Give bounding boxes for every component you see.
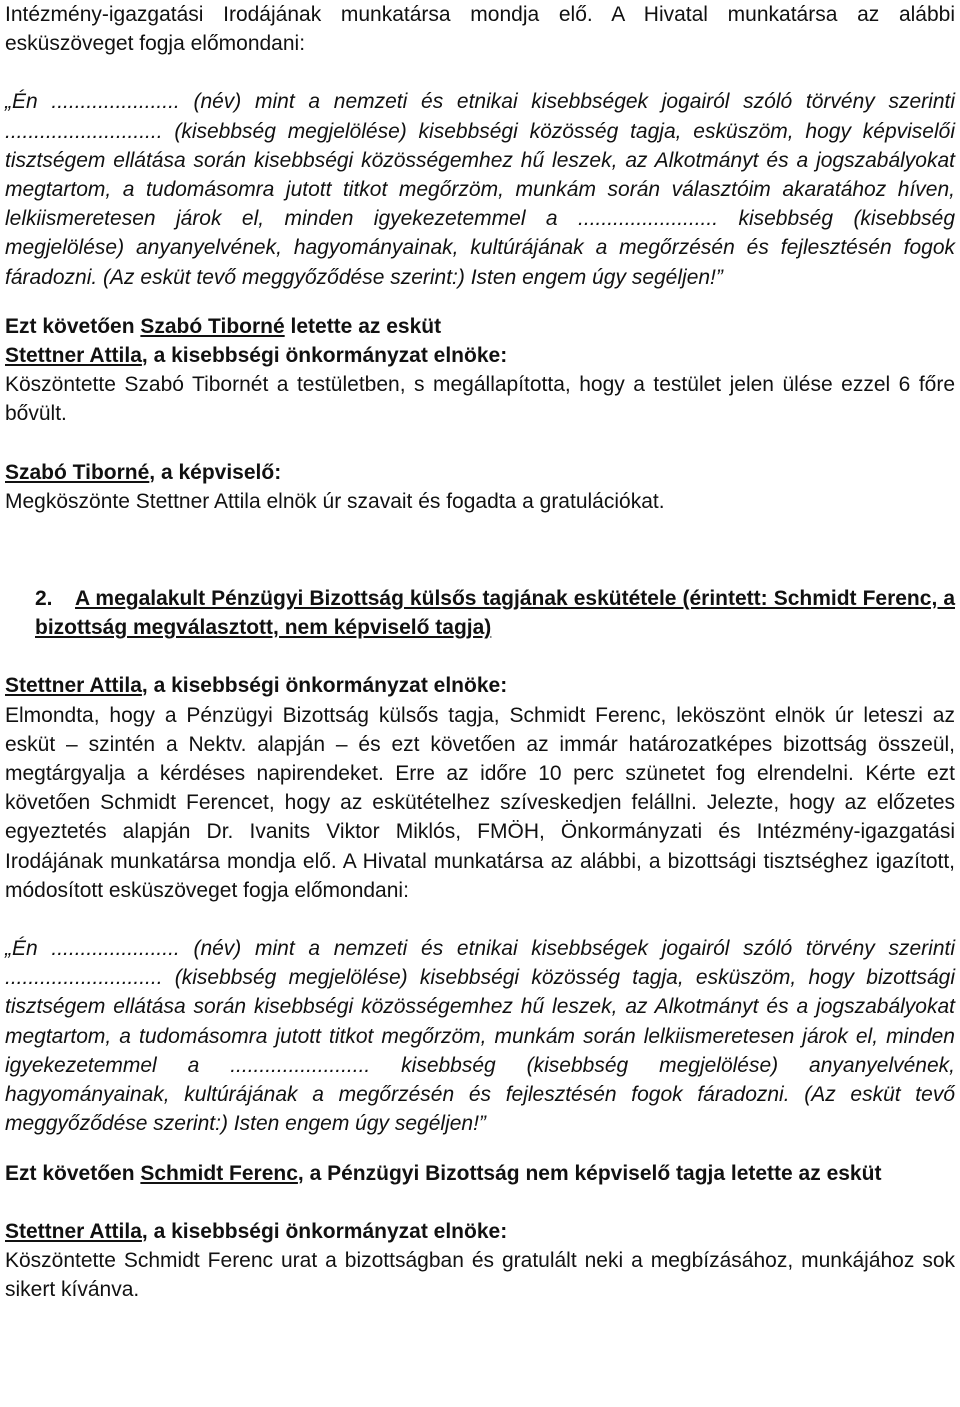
speaker-text-4: Köszöntette Schmidt Ferenc urat a bizottságban és gratulált neki a megbízásához, munkájához sok sikert kívánva. [5, 1248, 955, 1302]
oath-text-2: „Én ...................... (név) mint a nemzeti és etnikai kisebbségek jogairól szóló törvény szerinti ........................... (kisebbség megjelölése) kisebbségi közösség tagja, esküszöm, hogy bizottsági tisztségem ellátása során kisebbségi közösségemhez hű leszek, az Alkotmányt és a jogszabályokat megtartom, a tudomásomra jutott titkot megőrzöm, munkám során lelkiismeretesen járok el, minden igyekezetemmel a ........................ kisebbség (kisebbség megjelölése) anyanyelvének, hagyományainak, kultúrájának a megőrzésén és fejlesztésén fogok fáradozni. (Az esküt tevő meggyőződése szerint:) Isten engem úgy segéljen!” [5, 937, 955, 1136]
speaker-text-3: Elmondta, hogy a Pénzügyi Bizottság külsős tagja, Schmidt Ferenc, leköszönt elnök úr leteszi az esküt – szintén a Nektv. alapján – és ezt követően az immár határozatképes bizottság összeül, megtárgyalja a kérdéses napirendeket. Erre az időre 10 perc szünetet fog elrendelni. Kérte ezt követően Schmidt Ferencet, hogy az eskütételhez szíveskedjen felállni. Jelezte, hogy az előzetes egyeztetés alapján Dr. Ivanits Viktor Miklós, FMÖH, Önkormányzati és Intézmény-igazgatási Irodájának munkatársa mondja elő. A Hivatal munkatársa az alábbi, a bizottsági tisztséghez igazított, módosított esküszöveget fogja előmondani: [5, 703, 955, 902]
speaker-heading-2 [5, 458, 955, 487]
speaker-role-3: , a kisebbségi önkormányzat elnöke: [141, 674, 508, 698]
oath-taken-prefix-2: Ezt követően [5, 1161, 141, 1185]
speaker-text-1: Köszöntette Szabó Tibornét a testületben, s megállapította, hogy a testület jelen ülése ezzel 6 főre bővült. [5, 373, 955, 426]
agenda-item-title: A megalakult Pénzügyi Bizottság külsős tagjának eskütétele (érintett: Schmidt Ferenc, a bizottság megválasztott, nem képviselő tagja) [35, 587, 955, 640]
oath-text-1: „Én ...................... (név) mint a nemzeti és etnikai kisebbségek jogairól szóló törvény szerinti ........................... (kisebbség megjelölése) kisebbségi közösség tagja, esküszöm, hogy képviselői tisztségem ellátása során kisebbségi közösségemhez hű leszek, az Alkotmányt és a jogszabályokat megtartom, a tudomásomra jutott titkot megőrzöm, munkám során választóim akaratához híven, lelkiismeretesen járok el, minden igyekezetemmel a ........................ kisebbség (kisebbség megjelölése) anyanyelvének, hagyományainak, kultúrájának a megőrzésén és fejlesztésén fogok fáradozni. (Az esküt tevő meggyőződése szerint:) Isten engem úgy segéljen!” [5, 90, 955, 289]
oath-taken-line-2 [5, 1159, 955, 1188]
oath-taken-suffix-2: , a Pénzügyi Bizottság nem képviselő tagja letette az esküt [297, 1161, 882, 1185]
speaker-text-2: Megköszönte Stettner Attila elnök úr szavait és fogadta a gratulációkat. [5, 489, 665, 513]
oath-taken-line-1 [5, 312, 955, 341]
speaker-name-1: Stettner Attila [5, 344, 142, 368]
oath-taken-prefix-1: Ezt követően [5, 314, 141, 338]
oath-taker-name-1: Szabó Tiborné [140, 314, 285, 338]
oath-taken-suffix-1: letette az esküt [284, 314, 442, 338]
speaker-name-4: Stettner Attila [5, 1219, 142, 1243]
speaker-name-2: Szabó Tiborné [5, 460, 150, 484]
oath-taker-name-2: Schmidt Ferenc [140, 1161, 298, 1185]
speaker-heading-3 [5, 671, 955, 700]
speaker-role-1: , a kisebbségi önkormányzat elnöke: [141, 344, 508, 368]
agenda-item-heading [5, 584, 955, 642]
agenda-item-number: 2. [35, 587, 53, 611]
speaker-heading-1 [5, 341, 955, 370]
speaker-heading-4 [5, 1217, 955, 1246]
speaker-name-3: Stettner Attila [5, 674, 142, 698]
speaker-role-2: , a képviselő: [149, 460, 282, 484]
speaker-role-4: , a kisebbségi önkormányzat elnöke: [141, 1219, 508, 1243]
intro-paragraph: Intézmény-igazgatási Irodájának munkatársa mondja elő. A Hivatal munkatársa az alábbi esküszöveget fogja előmondani: [5, 3, 955, 56]
